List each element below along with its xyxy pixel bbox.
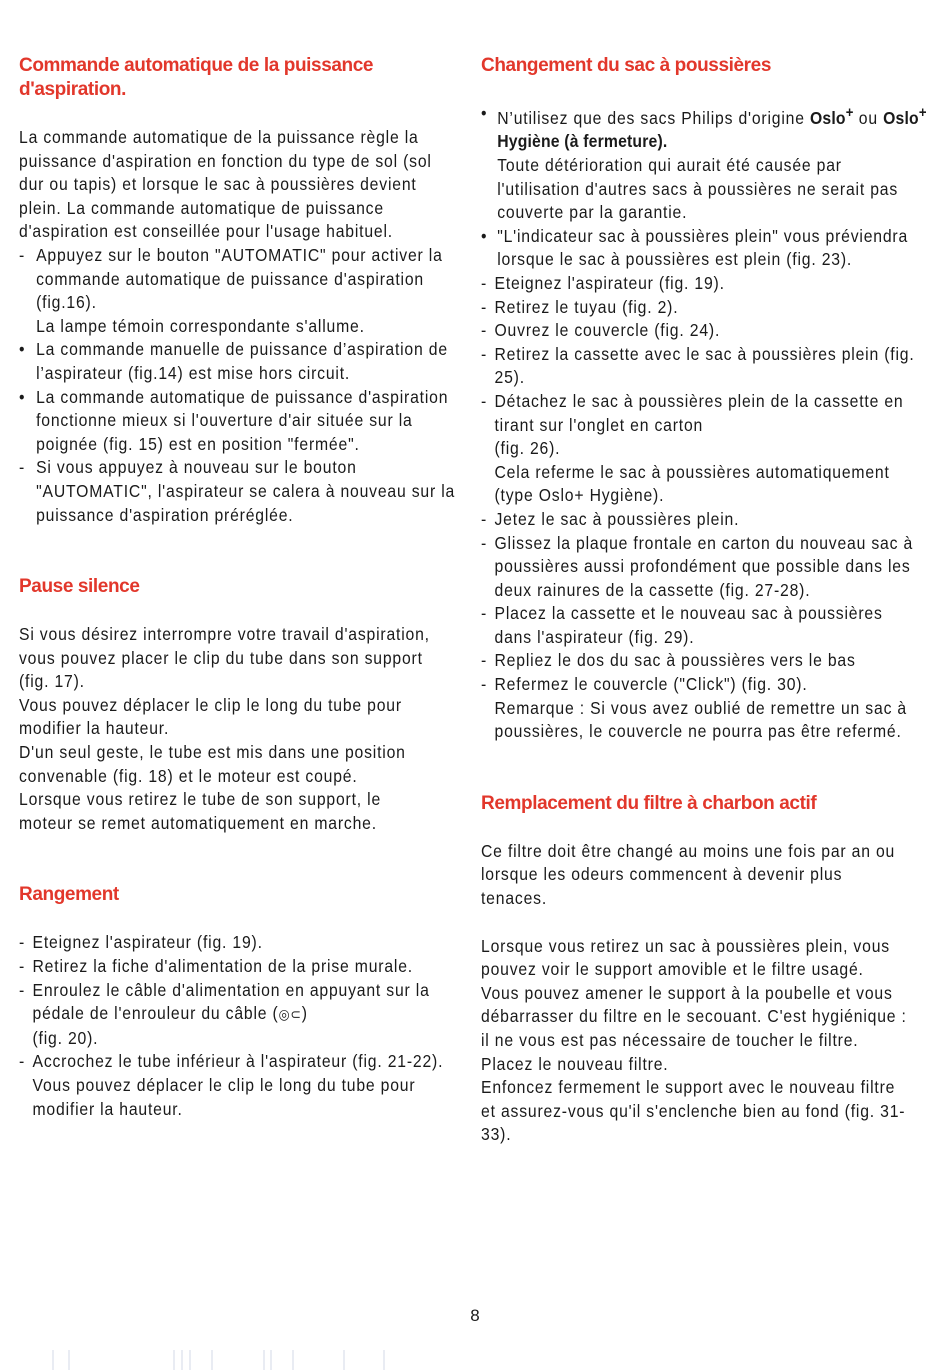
list-item (19, 931, 452, 955)
list-item-text: Si vous appuyez à nouveau sur le bouton "AUTOMATIC", l'aspirateur se calera à nouveau sur la puissance d'aspiration préréglée. (36, 457, 456, 525)
list-item-text: Accrochez le tube inférieur à l'aspirateur (fig. 21-22). Vous pouvez déplacer le clip le long du tube pour modifier la hauteur. (32, 1051, 444, 1119)
list-marker: - (481, 272, 488, 293)
section-title-rangement: Rangement (19, 884, 119, 906)
pause-line: D'un seul geste, le tube est mis dans une position convenable (fig. 18) et le moteur est coupé. (19, 742, 406, 786)
list-item (481, 508, 924, 532)
list-item (481, 602, 924, 649)
right-column (481, 54, 927, 1147)
list-marker: - (481, 296, 488, 317)
list-item-text: Jetez le sac à poussières plein. (494, 508, 740, 529)
list-item-note: Cela referme le sac à poussières automatiquement (type Oslo+ Hygiène). (494, 461, 890, 506)
brand-plus: + (845, 105, 854, 121)
list-item-text: Eteignez l'aspirateur (fig. 19). (494, 272, 725, 293)
list-marker: - (481, 390, 488, 411)
footer-crop-marks (0, 1350, 950, 1371)
brand-variant: Hygiène (à fermeture). (497, 131, 668, 152)
list-item-text: ou (853, 107, 884, 128)
filter-paragraph: Lorsque vous retirez un sac à poussières plein, vous pouvez voir le support amovible et le filtre usagé. (481, 935, 890, 980)
list-item-text: La commande automatique de puissance d'aspiration fonctionne mieux si l'ouverture d'air située sur la poignée (fig. 15) est en position "fermée". (36, 386, 449, 454)
bullet-marker: • (19, 339, 26, 360)
list-item (481, 272, 924, 296)
list-marker: - (19, 1051, 26, 1072)
page-number: 8 (470, 1306, 480, 1325)
list-marker: - (481, 603, 488, 624)
list-item (481, 649, 924, 673)
list-item (481, 343, 924, 390)
list-item-text: Enroulez le câble d'alimentation en appuyant sur la pédale de l'enrouleur du câble ( (32, 979, 430, 1024)
bullet-marker: • (19, 386, 26, 407)
list-item (481, 319, 924, 343)
list-item-note: Toute détérioration qui aurait été causée par l'utilisation d'autres sacs à poussières ne serait pas couverte par la garantie. (497, 155, 899, 223)
list-item-text: Eteignez l'aspirateur (fig. 19). (32, 932, 263, 953)
list-item (19, 338, 456, 385)
list-item-text: Ouvrez le couvercle (fig. 24). (494, 320, 721, 341)
list-marker: - (19, 932, 26, 953)
list-item-text: Repliez le dos du sac à poussières vers le bas (494, 650, 856, 671)
list-item (481, 532, 924, 603)
list-marker: - (481, 674, 488, 695)
cord-rewind-icon: ◎⊂ (278, 1006, 302, 1023)
filter-paragraph: Ce filtre doit être changé au moins une fois par an ou lorsque les odeurs commencent à devenir plus tenaces. (481, 840, 896, 909)
list-item-text: Retirez la cassette avec le sac à poussières plein (fig. 25). (494, 343, 915, 388)
section-title-dust-bag: Changement du sac à poussières (481, 55, 771, 76)
list-item-text: Retirez le tuyau (fig. 2). (494, 296, 679, 317)
automatic-power-paragraph: La commande automatique de la puissance règle la puissance d'aspiration en fonction du type de sol (sol dur ou tapis) et lorsque le sac à poussières devient plein. La commande automatique de puissance d'aspiration est conseillée pour l'usage habituel. (19, 127, 432, 242)
list-marker: - (481, 508, 488, 529)
list-marker: - (481, 343, 488, 364)
pause-line: Vous pouvez déplacer le clip le long du tube pour modifier la hauteur. (19, 694, 402, 739)
list-item (19, 456, 456, 527)
list-item (481, 102, 927, 225)
section-title-charcoal-filter: Remplacement du filtre à charbon actif (481, 792, 817, 814)
list-item-text: Appuyez sur le bouton "AUTOMATIC" pour activer la commande automatique de puissance d'aspiration (fig.16). (36, 244, 443, 313)
list-marker: - (481, 320, 488, 341)
list-item (19, 1050, 452, 1121)
list-item (481, 296, 924, 320)
list-item (481, 390, 924, 508)
brand-name: Oslo (809, 107, 846, 128)
list-item-text: La commande manuelle de puissance d’aspiration de l’aspirateur (fig.14) est mise hors circuit. (36, 339, 448, 383)
list-marker: - (481, 532, 488, 553)
pause-line: Si vous désirez interrompre votre travail d'aspiration, vous pouvez placer le clip du tube dans son support (fig. 17). (19, 624, 430, 692)
list-marker: - (19, 956, 26, 977)
section-title-automatic-power: Commande automatique de la puissance d'aspiration. (19, 55, 374, 100)
list-marker: - (481, 650, 488, 671)
list-marker: - (19, 979, 26, 1000)
list-item-text-tail: ) (301, 1003, 308, 1024)
list-item-note: (fig. 20). (32, 1027, 99, 1048)
list-item-text: N’utilisez que des sacs Philips d'origine (497, 107, 810, 128)
list-item (481, 673, 924, 744)
list-item-note: La lampe témoin correspondante s'allume. (36, 315, 365, 336)
list-item-text: Refermez le couvercle ("Click") (fig. 30). (494, 674, 808, 695)
list-item-note: Remarque : Si vous avez oublié de remettre un sac à poussières, le couvercle ne pourra pas être refermé. (494, 697, 908, 742)
list-item-text: "L'indicateur sac à poussières plein" vous préviendra lorsque le sac à poussières est plein (fig. 23). (497, 225, 909, 270)
list-item (19, 955, 452, 979)
list-item (19, 386, 456, 457)
list-marker: - (19, 457, 26, 478)
list-marker: - (19, 244, 26, 265)
section-title-pause-silence: Pause silence (19, 576, 140, 598)
list-item-note: (fig. 26). (494, 438, 561, 459)
brand-name: Oslo (883, 107, 919, 128)
list-item (19, 979, 452, 1051)
list-item (19, 244, 456, 338)
left-column (19, 54, 456, 1121)
filter-paragraph: Enfoncez fermement le support avec le nouveau filtre et assurez-vous qu'il s'enclenche bien au fond (fig. 31-33). (481, 1077, 906, 1145)
list-item (481, 225, 927, 272)
bullet-marker: • (481, 225, 488, 246)
pause-line: Lorsque vous retirez le tube de son support, le moteur se remet automatiquement en marche. (19, 789, 382, 833)
list-item-text: Glissez la plaque frontale en carton du nouveau sac à poussières aussi profondément que possible dans les deux rainures de la cassette (fig. 27-28). (494, 532, 914, 600)
list-item-text: Détachez le sac à poussières plein de la cassette en tirant sur l'onglet en carton (494, 390, 904, 435)
bullet-marker: • (481, 103, 488, 123)
brand-plus: + (918, 105, 927, 121)
list-item-text: Retirez la fiche d'alimentation de la prise murale. (32, 956, 413, 977)
list-item-text: Placez la cassette et le nouveau sac à poussières dans l'aspirateur (fig. 29). (494, 603, 883, 647)
filter-paragraph: Vous pouvez amener le support à la poubelle et vous débarrasser du filtre en le secouant. C'est hygiénique : il ne vous est pas nécessaire de toucher le filtre. Placez le nouveau filtre. (481, 982, 907, 1074)
